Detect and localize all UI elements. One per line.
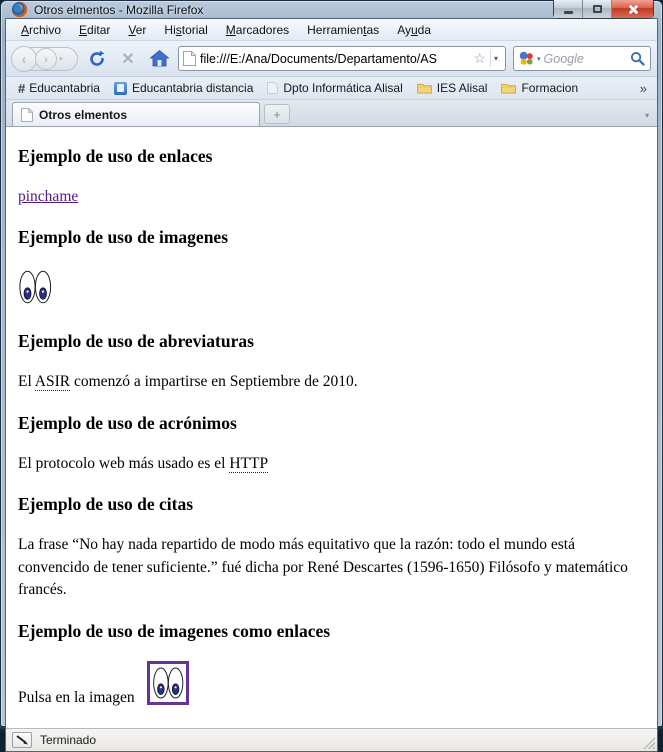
statusbar-addon-button[interactable] [12, 732, 32, 748]
stop-icon: ✕ [121, 50, 135, 68]
reload-icon [88, 50, 106, 68]
menu-ayuda[interactable]: Ayuda [397, 22, 432, 37]
back-icon: ‹ [21, 50, 27, 67]
google-favicon [519, 51, 534, 66]
heading-imagenes: Ejemplo de uso de imagenes [18, 227, 228, 248]
acronym-http: HTTP [229, 454, 269, 472]
eyes-link-image [150, 664, 186, 702]
bookmark-folder-ies-alisal[interactable]: IES Alisal [413, 80, 492, 96]
bookmark-educantabria[interactable]: # Educantabria [18, 80, 100, 96]
folder-icon [501, 82, 516, 94]
back-forward-group [12, 47, 78, 71]
bookmark-dpto-informatica[interactable]: Dpto Informática Alisal [263, 80, 406, 96]
bookmarks-toolbar [6, 77, 657, 100]
menu-marcadores[interactable]: Marcadores [225, 22, 290, 37]
abbr-asir: ASIR [34, 373, 71, 391]
bookmark-educantabria-distancia[interactable]: Educantabria distancia [110, 80, 257, 96]
menu-bar [6, 19, 657, 41]
location-dropdown-icon[interactable]: ▾ [490, 50, 501, 67]
address-input[interactable] [200, 52, 469, 66]
title-bar[interactable] [5, 1, 658, 18]
imagen-enlace-row [18, 661, 645, 709]
history-dropdown-icon[interactable]: ▾ [59, 55, 63, 63]
list-all-tabs-button[interactable]: ▾ [644, 111, 649, 120]
maximize-icon [593, 5, 602, 13]
location-bar[interactable] [178, 46, 506, 71]
stop-button[interactable] [116, 47, 140, 71]
abreviaturas-text: El ASIR comenzó a impartirse en Septiembre de 2010. [18, 373, 358, 391]
heading-enlaces: Ejemplo de uso de enlaces [18, 146, 213, 166]
window-title: Otros elmentos - Mozilla Firefox [34, 2, 204, 17]
home-button[interactable] [147, 47, 171, 71]
forward-button[interactable] [35, 48, 57, 70]
educantabria-distancia-favicon [114, 82, 127, 95]
plus-icon: + [273, 106, 281, 122]
bookmarks-overflow-button[interactable]: » [639, 80, 647, 96]
heading-acronimos: Ejemplo de uso de acrónimos [18, 412, 237, 433]
heading-imagenes-enlaces: Ejemplo de uso de imagenes como enlaces [18, 620, 331, 641]
tab-strip [6, 100, 657, 127]
tab-page-icon [21, 108, 33, 122]
pen-icon [16, 735, 29, 746]
search-magnifier-icon[interactable] [630, 51, 645, 66]
citas-text: La frase “No hay nada repartido de modo más equitativo que la razón: todo el mundo está convencido de tener suficiente.” fué dicha por René Descartes (1596-1650) Filósofo y matemático francés. [18, 536, 628, 599]
eyes-image-link[interactable] [147, 661, 189, 705]
status-text: Terminado [40, 733, 97, 748]
status-bar [6, 728, 657, 751]
bookmark-star-icon[interactable]: ☆ [473, 50, 486, 66]
search-engine-dropdown-icon[interactable]: ▾ [537, 55, 541, 63]
close-button[interactable] [612, 0, 653, 18]
minimize-button[interactable] [554, 0, 583, 18]
navigation-toolbar [6, 41, 657, 77]
firefox-icon [11, 1, 28, 18]
page-content [6, 127, 657, 728]
search-input[interactable] [544, 52, 627, 66]
new-tab-button[interactable] [264, 104, 290, 124]
tab-label: Otros elmentos [39, 107, 128, 122]
default-bookmark-icon [267, 82, 278, 94]
home-icon [150, 50, 169, 67]
search-bar[interactable] [513, 46, 651, 71]
back-button[interactable] [11, 46, 37, 72]
educantabria-favicon: # [18, 80, 25, 96]
resize-grip[interactable] [643, 737, 655, 749]
bookmark-folder-formacion[interactable]: Formacion [497, 80, 582, 96]
acronimos-text: El protocolo web más usado es el HTTP [18, 454, 269, 472]
menu-herramientas[interactable]: Herramientas [307, 22, 380, 37]
page-icon [183, 51, 196, 66]
imagen-enlace-caption: Pulsa en la imagen [18, 688, 135, 706]
reload-button[interactable] [85, 47, 109, 71]
heading-citas: Ejemplo de uso de citas [18, 494, 193, 515]
menu-historial[interactable]: Historial [164, 22, 208, 37]
menu-editar[interactable]: Editar [79, 22, 111, 37]
pinchame-link[interactable]: pinchame [18, 188, 79, 205]
close-icon [627, 4, 638, 15]
menu-ver[interactable]: Ver [128, 22, 147, 37]
tab-otros-elementos[interactable] [12, 102, 260, 126]
forward-icon: › [44, 51, 48, 66]
maximize-button[interactable] [583, 0, 612, 18]
folder-icon [417, 82, 432, 94]
minimize-icon [564, 11, 573, 14]
eyes-image [18, 267, 52, 307]
heading-abreviaturas: Ejemplo de uso de abreviaturas [18, 331, 254, 352]
menu-archivo[interactable]: Archivo [21, 22, 62, 37]
